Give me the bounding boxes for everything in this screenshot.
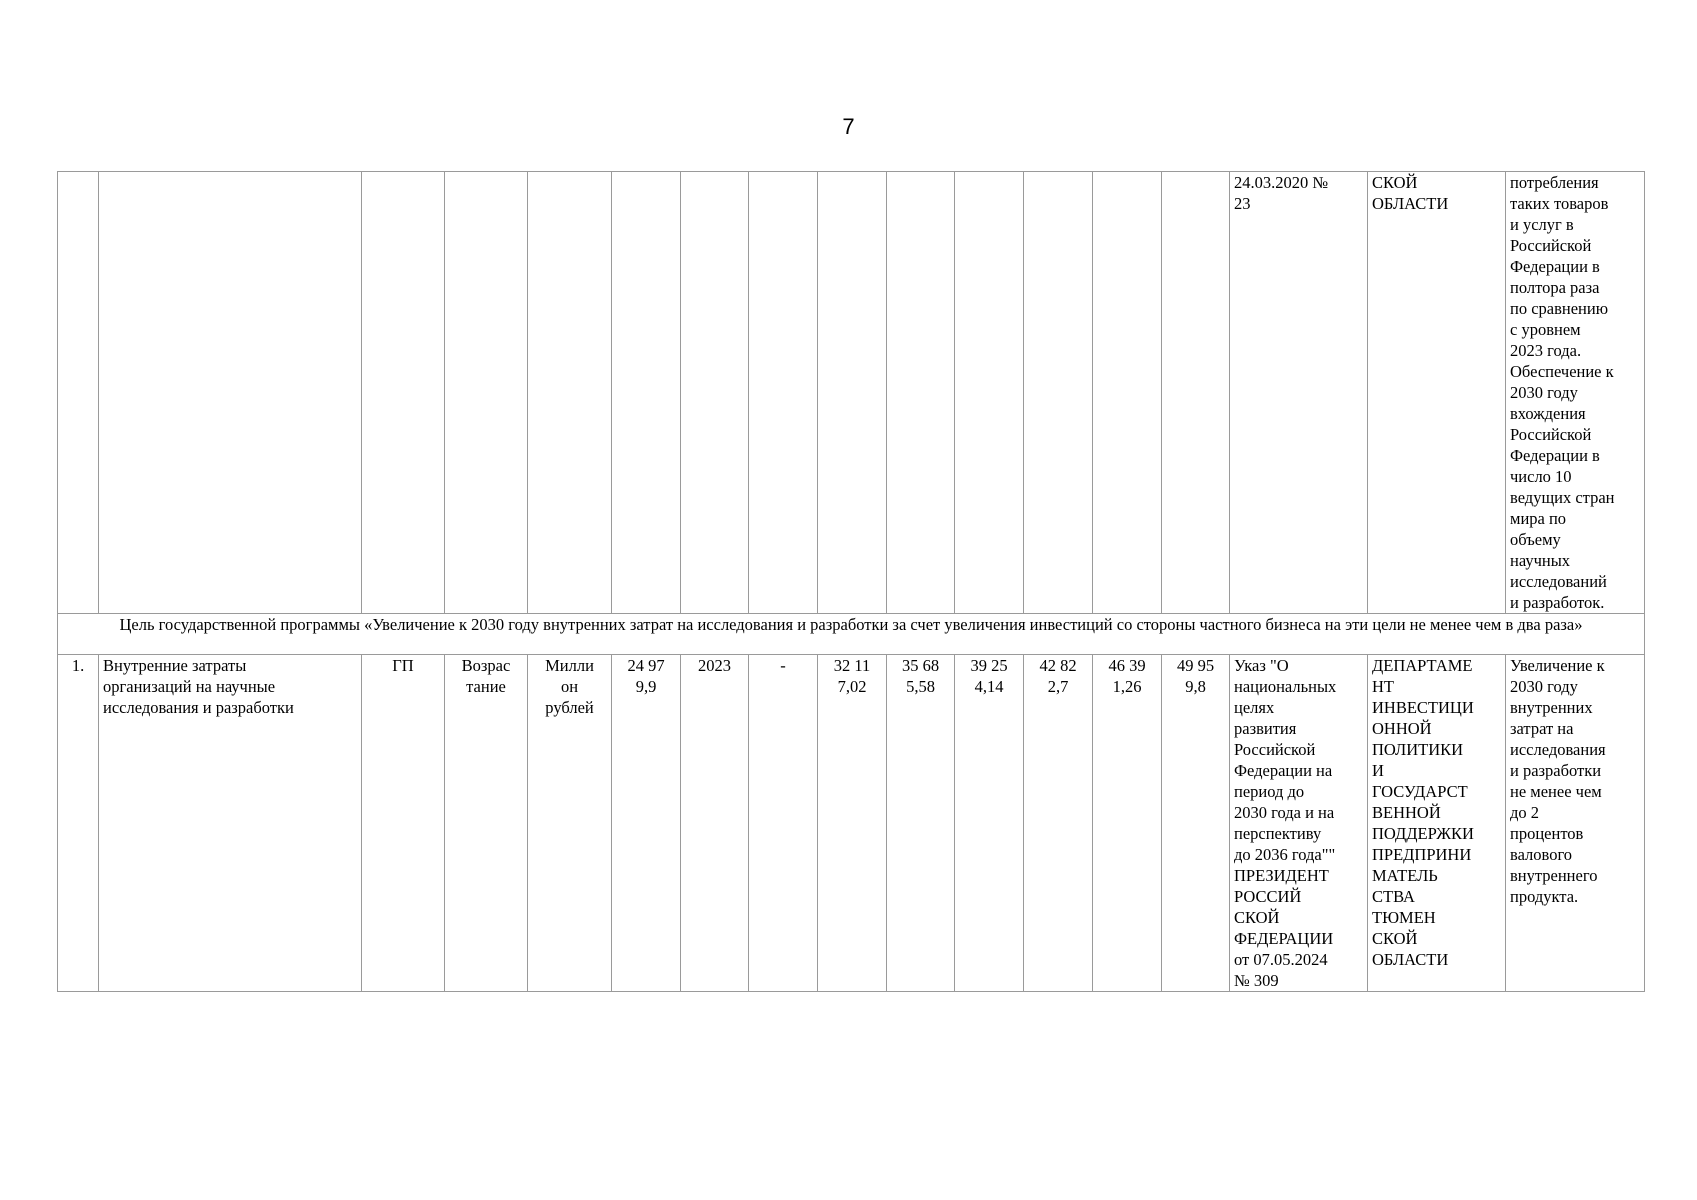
cell-num: 1. [58,655,99,992]
cell-v1: 32 11 7,02 [818,655,887,992]
table-row-continuation [58,172,1645,614]
cell-name [99,172,362,614]
cell-v3: 39 25 4,14 [955,655,1024,992]
table-row-goal [58,614,1645,655]
cell-trend: Возрас тание [445,655,528,992]
cell-v2: 35 68 5,58 [887,655,955,992]
cell-base-value: 24 97 9,9 [612,655,681,992]
cell-responsible: ДЕПАРТАМЕ НТ ИНВЕСТИЦИ ОННОЙ ПОЛИТИКИ И ГОСУДАРСТ ВЕННОЙ ПОДДЕРЖКИ ПРЕДПРИНИ МАТЕЛЬ СТВА ТЮМЕН СКОЙ ОБЛАСТИ [1368,655,1506,992]
cell-v2 [887,172,955,614]
cell-num [58,172,99,614]
table-row-indicator [58,655,1645,992]
cell-level [362,172,445,614]
cell-v5: 46 39 1,26 [1093,655,1162,992]
cell-name: Внутренние затраты организаций на научные исследования и разработки [99,655,362,992]
cell-normative-act: 24.03.2020 № 23 [1230,172,1368,614]
cell-v3 [955,172,1024,614]
indicators-table [57,171,1645,992]
cell-trend [445,172,528,614]
cell-base-year [681,172,749,614]
cell-link-goal: Увеличение к 2030 году внутренних затрат на исследования и разработки не менее чем до 2 процентов валового внутреннего продукта. [1506,655,1645,992]
cell-responsible: СКОЙ ОБЛАСТИ [1368,172,1506,614]
cell-v6 [1162,172,1230,614]
cell-v4: 42 82 2,7 [1024,655,1093,992]
cell-v4 [1024,172,1093,614]
cell-v1 [818,172,887,614]
cell-level: ГП [362,655,445,992]
cell-dash [749,172,818,614]
goal-heading: Цель государственной программы «Увеличение к 2030 году внутренних затрат на исследования и разработки за счет увеличения инвестиций со стороны частного бизнеса на эти цели не менее чем в два раза» [58,614,1645,655]
cell-link-goal: потребления таких товаров и услуг в Российской Федерации в полтора раза по сравнению с уровнем 2023 года. Обеспечение к 2030 году вхождения Российской Федерации в число 10 ведущих стран мира по объему научных исследований и разработок. [1506,172,1645,614]
cell-dash: - [749,655,818,992]
cell-normative-act: Указ "О национальных целях развития Российской Федерации на период до 2030 года и на перспективу до 2036 года"" ПРЕЗИДЕНТ РОССИЙ СКОЙ ФЕДЕРАЦИИ от 07.05.2024 № 309 [1230,655,1368,992]
cell-v5 [1093,172,1162,614]
cell-base-year: 2023 [681,655,749,992]
cell-unit: Милли он рублей [528,655,612,992]
cell-unit [528,172,612,614]
page-number: 7 [842,114,855,139]
cell-base-value [612,172,681,614]
cell-v6: 49 95 9,8 [1162,655,1230,992]
